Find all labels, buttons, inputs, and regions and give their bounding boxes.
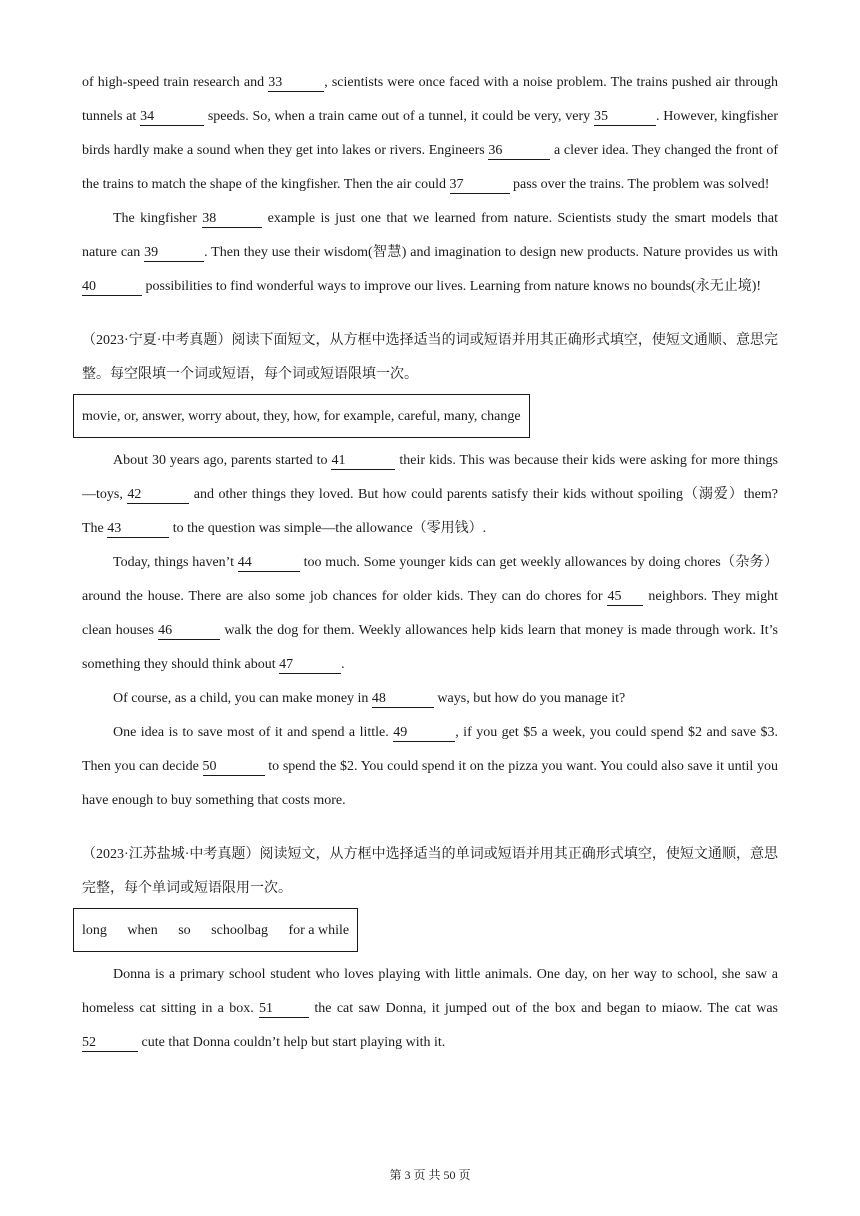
text: to the question was simple—the allowance（零用钱）.	[169, 521, 487, 536]
blank-51[interactable]: 51	[259, 1001, 309, 1018]
word-when: when	[127, 923, 158, 938]
blank-45[interactable]: 45	[607, 589, 643, 606]
text: a clever idea. They changed the front of the trains to match the shape of the kingfisher. Then the air could	[82, 143, 779, 192]
blank-43[interactable]: 43	[107, 521, 169, 538]
page-footer: 第 3 页 共 50 页	[389, 1168, 471, 1182]
word-schoolbag: schoolbag	[211, 923, 268, 938]
text: example is just one that we learned from nature. Scientists study the smart models that nature can	[82, 211, 779, 260]
document-page	[82, 66, 778, 1060]
blank-37[interactable]: 37	[450, 177, 510, 194]
blank-35[interactable]: 35	[594, 109, 656, 126]
blank-39[interactable]: 39	[144, 245, 204, 262]
blank-49[interactable]: 49	[393, 725, 455, 742]
text: About 30 years ago, parents started to	[113, 453, 332, 468]
text: to spend the $2. You could spend it on the pizza you want. You could also save it until you have enough to buy something that costs more.	[82, 759, 778, 808]
word-box-text: movie, or, answer, worry about, they, how, for example, careful, many, change	[82, 409, 521, 424]
word-long: long	[82, 923, 107, 938]
text: neighbors. They might clean houses	[82, 589, 778, 638]
text: possibilities to find wonderful ways to improve our lives. Learning from nature knows no bounds(永无止境)!	[142, 279, 762, 294]
blank-36[interactable]: 36	[488, 143, 550, 160]
task2-paragraph-3	[82, 682, 778, 716]
blank-40[interactable]: 40	[82, 279, 142, 296]
text: the cat saw Donna, it jumped out of the box and began to miaow. The cat was	[309, 1001, 779, 1016]
text: too much. Some younger kids can get weekly allowances by doing chores（杂务）around the house. There are also some job chances for older kids. They can do chores for	[82, 555, 778, 604]
task2-instruction: （2023·宁夏·中考真题）阅读下面短文，从方框中选择适当的词或短语并用其正确形式填空，使短文通顺、意思完整。每空限填一个词或短语，每个词或短语限填一次。	[82, 333, 778, 382]
blank-52[interactable]: 52	[82, 1035, 138, 1052]
text: The kingfisher	[113, 211, 203, 226]
task2-paragraph-2	[82, 546, 778, 682]
text: Donna is a primary school student who loves playing with little animals. One day, on her way to school, she saw a homeless cat sitting in a box.	[82, 967, 778, 1016]
blank-41[interactable]: 41	[331, 453, 395, 470]
text: , scientists were once faced with a noise problem. The trains pushed air through tunnels at	[82, 75, 779, 124]
blank-33[interactable]: 33	[268, 75, 324, 92]
text: walk the dog for them. Weekly allowances help kids learn that money is made through work. It’s something they should think about	[82, 623, 778, 672]
task3-instruction: （2023·江苏盐城·中考真题）阅读短文，从方框中选择适当的单词或短语并用其正确形式填空，使短文通顺，意思完整，每个单词或短语限用一次。	[82, 847, 778, 896]
blank-44[interactable]: 44	[238, 555, 300, 572]
blank-34[interactable]: 34	[140, 109, 204, 126]
text: Of course, as a child, you can make money in	[113, 691, 372, 706]
text: , if you get $5 a week, you could spend $2 and save $3. Then you can decide	[82, 725, 778, 774]
text: cute that Donna couldn’t help but start playing with it.	[138, 1035, 446, 1050]
task2-paragraph-4	[82, 716, 778, 818]
text: speeds. So, when a train came out of a tunnel, it could be very, very	[204, 109, 594, 124]
task3-word-box	[73, 908, 358, 952]
blank-46[interactable]: 46	[158, 623, 220, 640]
text: . Then they use their wisdom(智慧) and imagination to design new products. Nature provides us with	[204, 245, 778, 260]
blank-50[interactable]: 50	[203, 759, 265, 776]
text: . However, kingfisher birds hardly make a sound when they get into lakes or rivers. Engineers	[82, 109, 779, 158]
blank-48[interactable]: 48	[372, 691, 434, 708]
text: of high-speed train research and	[82, 75, 269, 90]
word-so: so	[178, 923, 191, 938]
text: pass over the trains. The problem was solved!	[509, 177, 770, 192]
text: One idea is to save most of it and spend a little.	[113, 725, 394, 740]
passage1-paragraph-1	[82, 66, 778, 202]
text: their kids. This was because their kids were asking for more things—toys,	[82, 453, 778, 502]
word-for-a-while: for a while	[288, 923, 350, 938]
task2-word-box	[73, 394, 530, 438]
task2-paragraph-1	[82, 444, 778, 546]
blank-38[interactable]: 38	[202, 211, 262, 228]
text: Today, things haven’t	[113, 555, 238, 570]
passage1-paragraph-2	[82, 202, 778, 304]
task3-paragraph-1	[82, 958, 778, 1060]
text: .	[341, 657, 345, 672]
text: ways, but how do you manage it?	[433, 691, 626, 706]
text: and other things they loved. But how could parents satisfy their kids without spoiling（溺爱）them? The	[82, 487, 779, 536]
blank-47[interactable]: 47	[279, 657, 341, 674]
blank-42[interactable]: 42	[127, 487, 189, 504]
